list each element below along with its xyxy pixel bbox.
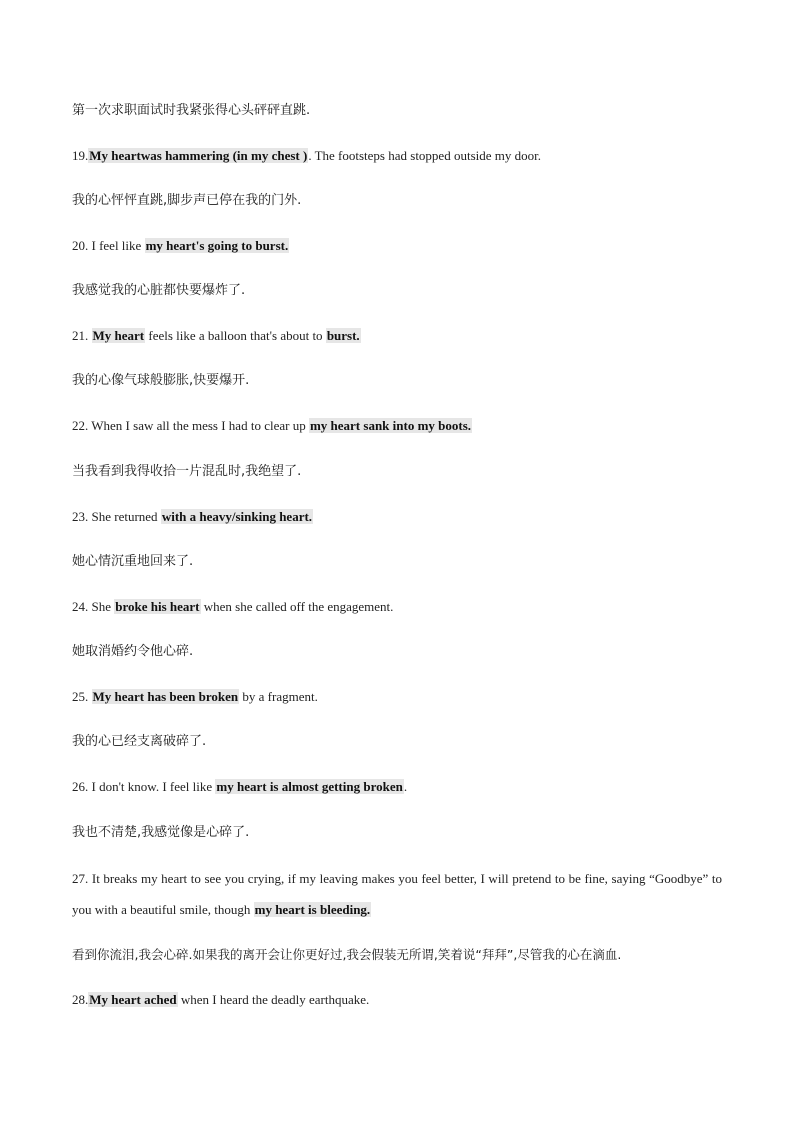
highlighted-phrase: with a heavy/sinking heart.: [161, 509, 313, 524]
translation-line: 我的心怦怦直跳,脚步声已停在我的门外.: [72, 193, 302, 208]
highlighted-phrase: My heart has been broken: [92, 689, 239, 704]
sentence-text: by a fragment.: [239, 689, 318, 704]
highlighted-phrase: my heart is bleeding.: [254, 902, 371, 917]
highlighted-phrase: my heart is almost getting broken: [216, 779, 403, 794]
sentence-text: .: [403, 779, 408, 794]
example-sentence-23: [72, 509, 722, 525]
example-sentence-28: [72, 992, 722, 1008]
translation-line: 她取消婚约令他心碎.: [72, 644, 194, 659]
example-sentence-25: [72, 689, 722, 705]
highlighted-phrase: My heart ached: [89, 992, 177, 1007]
example-sentence-24: [72, 599, 722, 615]
example-sentence-26: [72, 779, 722, 795]
example-sentence-19: [72, 148, 722, 164]
sentence-text: 25.: [72, 689, 92, 704]
sentence-text: when she called off the engagement.: [200, 599, 394, 614]
sentence-text: 28.: [72, 992, 89, 1007]
translation-line: 第一次求职面试时我紧张得心头砰砰直跳.: [72, 103, 311, 118]
example-sentence-20: [72, 238, 722, 254]
sentence-text: 21.: [72, 328, 92, 343]
translation-line: 当我看到我得收拾一片混乱时,我绝望了.: [72, 464, 302, 479]
highlighted-phrase: broke his heart: [115, 599, 200, 614]
sentence-text: 26. I don't know. I feel like: [72, 779, 216, 794]
sentence-text: 23. She returned: [72, 509, 161, 524]
highlighted-phrase: My heart: [92, 328, 145, 343]
highlighted-phrase: My heartwas hammering (in my chest ): [89, 148, 308, 163]
sentence-text: . The footsteps had stopped outside my door.: [308, 148, 541, 163]
sentence-text: feels like a balloon that's about to: [145, 328, 326, 343]
sentence-text: 19.: [72, 148, 89, 163]
sentence-text: 27. It breaks my heart to see you crying, if my leaving makes you feel better, I will pretend to be fine, saying “Goodbye” to you with a beautiful smile, though: [72, 871, 722, 917]
example-sentence-22: [72, 418, 722, 434]
example-sentence-21: [72, 328, 722, 344]
translation-line: 我的心像气球般膨胀,快要爆开.: [72, 373, 250, 388]
translation-line: 我也不清楚,我感觉像是心碎了.: [72, 825, 250, 840]
sentence-text: when I heard the deadly earthquake.: [177, 992, 370, 1007]
translation-line: 我感觉我的心脏都快要爆炸了.: [72, 283, 246, 298]
sentence-text: 20. I feel like: [72, 238, 145, 253]
highlighted-phrase: burst.: [326, 328, 360, 343]
translation-line: 我的心已经支离破碎了.: [72, 734, 207, 749]
example-sentence-27: [72, 863, 722, 925]
translation-line: 她心情沉重地回来了.: [72, 554, 194, 569]
sentence-text: 24. She: [72, 599, 115, 614]
translation-line: 看到你流泪,我会心碎.如果我的离开会让你更好过,我会假装无所谓,笑着说“拜拜”,尽管我的心在滴血.: [72, 947, 622, 962]
highlighted-phrase: my heart's going to burst.: [145, 238, 289, 253]
highlighted-phrase: my heart sank into my boots.: [309, 418, 472, 433]
sentence-text: 22. When I saw all the mess I had to clear up: [72, 418, 309, 433]
